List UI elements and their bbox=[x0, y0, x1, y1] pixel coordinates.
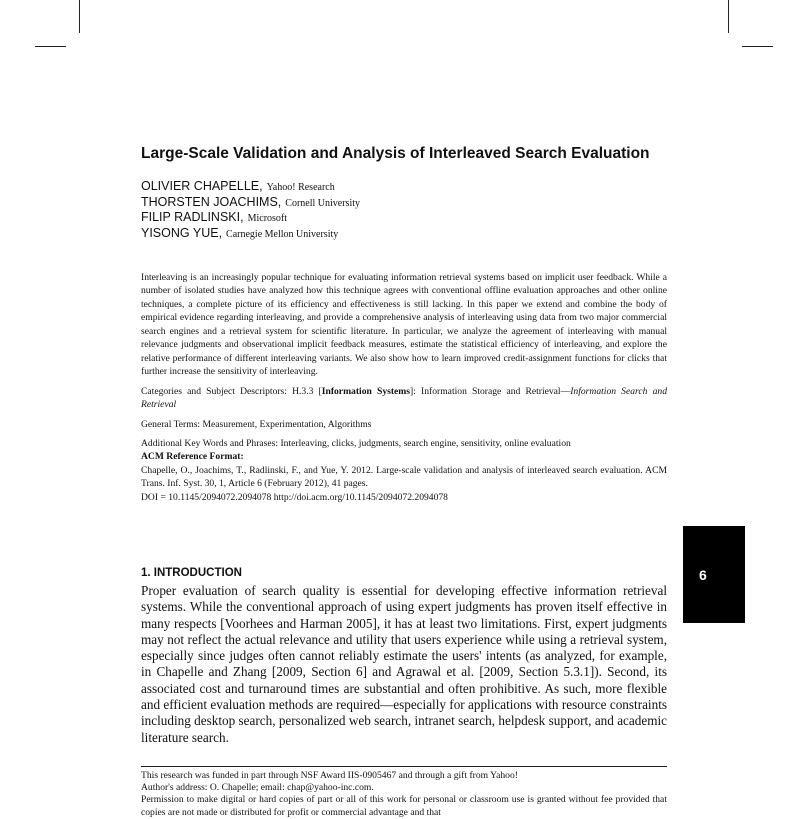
author-entry bbox=[141, 194, 360, 210]
categories-italic: Information Search and Retrieval bbox=[141, 385, 667, 411]
crop-mark-top-left-horizontal bbox=[35, 46, 66, 47]
author-affiliation: Yahoo! Research bbox=[266, 182, 335, 193]
acm-reference-citation: Chapelle, O., Joachims, T., Radlinski, F., and Yue, Y. 2012. Large-scale validation and analysis of interleaved search evaluation. ACM Trans. Inf. Syst. 30, 1, Article 6 (February 2012), 41 pages. bbox=[141, 464, 667, 490]
author-entry bbox=[141, 178, 360, 194]
author-affiliation: Cornell University bbox=[285, 197, 361, 209]
general-terms: General Terms: Measurement, Experimentation, Algorithms bbox=[141, 418, 372, 430]
categories bbox=[141, 385, 667, 412]
author-name: THORSTEN JOACHIMS, bbox=[141, 194, 282, 209]
keywords: Additional Key Words and Phrases: Interleaving, clicks, judgments, search engine, sensitivity, online evaluation bbox=[141, 437, 571, 449]
abstract-text: Interleaving is an increasingly popular technique for evaluating information retrieval systems based on implicit user feedback. While a number of isolated studies have analyzed how this technique agrees with conventional offline evaluation approaches and other online techniques, a complete picture of its efficiency and effectiveness is still lacking. In this paper we extend and combine the body of empirical evidence regarding interleaving, and provide a comprehensive analysis of interleaving using data from two major commercial search engines and a retrieval system for scientific literature. In particular, we analyze the agreement of interleaving with manual relevance judgments and observational implicit feedback measures, estimate the statistical efficiency of interleaving, and explore the relative performance of different interleaving variants. We also show how to learn improved credit-assignment functions for clicks that further increase the sensitivity of interleaving. bbox=[141, 272, 667, 378]
paper-title: Large-Scale Validation and Analysis of Interleaved Search Evaluation bbox=[141, 145, 650, 162]
introduction-text: Proper evaluation of search quality is essential for developing effective information retrieval systems. While the conventional approach of using expert judgments has proven itself effective in many respects [Voorhees and Harman 2005], it has at least two limitations. First, expert judgments may not reflect the actual relevance and utility that users experience while using a retrieval system, especially since judges often cannot reliably estimate the users' intents (as analyzed, for example, in Chapelle and Zhang [2009, Section 6] and Agrawal et al. [2009, Section 5.3.1]). Second, its associated cost and turnaround times are substantial and often prohibitive. As such, more flexible and efficient evaluation methods are required—especially for applications with resource constraints including desktop search, personalized web search, intranet search, helpdesk support, and academic literature search. bbox=[141, 583, 667, 745]
author-affiliation: Carnegie Mellon University bbox=[226, 228, 339, 240]
article-number-tab bbox=[683, 526, 745, 623]
author-affiliation: Microsoft bbox=[247, 213, 288, 224]
author-name: YISONG YUE, bbox=[141, 225, 223, 240]
footnote-funding: This research was funded in part through NSF Award IIS-0905467 and through a gift from Yahoo! bbox=[141, 770, 518, 781]
footnote-address: Author's address: O. Chapelle; email: chap@yahoo-inc.com. bbox=[141, 782, 374, 794]
footnotes bbox=[141, 770, 667, 819]
article-number: 6 bbox=[699, 567, 707, 583]
footnote-permission: Permission to make digital or hard copies of part or all of this work for personal or classroom use is granted without fee provided that copies are not made or distributed for profit or commercial advantage and that bbox=[141, 794, 667, 818]
author-entry bbox=[141, 209, 360, 225]
crop-mark-top-left-vertical bbox=[79, 0, 80, 33]
abstract-block bbox=[141, 271, 667, 504]
acm-reference-doi: DOI = 10.1145/2094072.2094078 http://doi.acm.org/10.1145/2094072.2094078 bbox=[141, 491, 448, 503]
author-name: FILIP RADLINSKI, bbox=[141, 210, 244, 224]
categories-suffix: ]: Information Storage and Retrieval— bbox=[410, 385, 571, 397]
footnote-rule bbox=[141, 766, 667, 767]
crop-mark-top-right-horizontal bbox=[742, 46, 773, 47]
acm-reference-heading: ACM Reference Format: bbox=[141, 451, 244, 463]
author-list bbox=[141, 178, 360, 240]
categories-prefix: Categories and Subject Descriptors: H.3.3 [ bbox=[141, 385, 322, 397]
crop-mark-top-right-vertical bbox=[728, 0, 729, 33]
author-entry bbox=[141, 225, 360, 241]
categories-bold: Information Systems bbox=[321, 385, 411, 397]
author-name: OLIVIER CHAPELLE, bbox=[141, 179, 263, 193]
section-heading: 1. INTRODUCTION bbox=[141, 567, 242, 579]
